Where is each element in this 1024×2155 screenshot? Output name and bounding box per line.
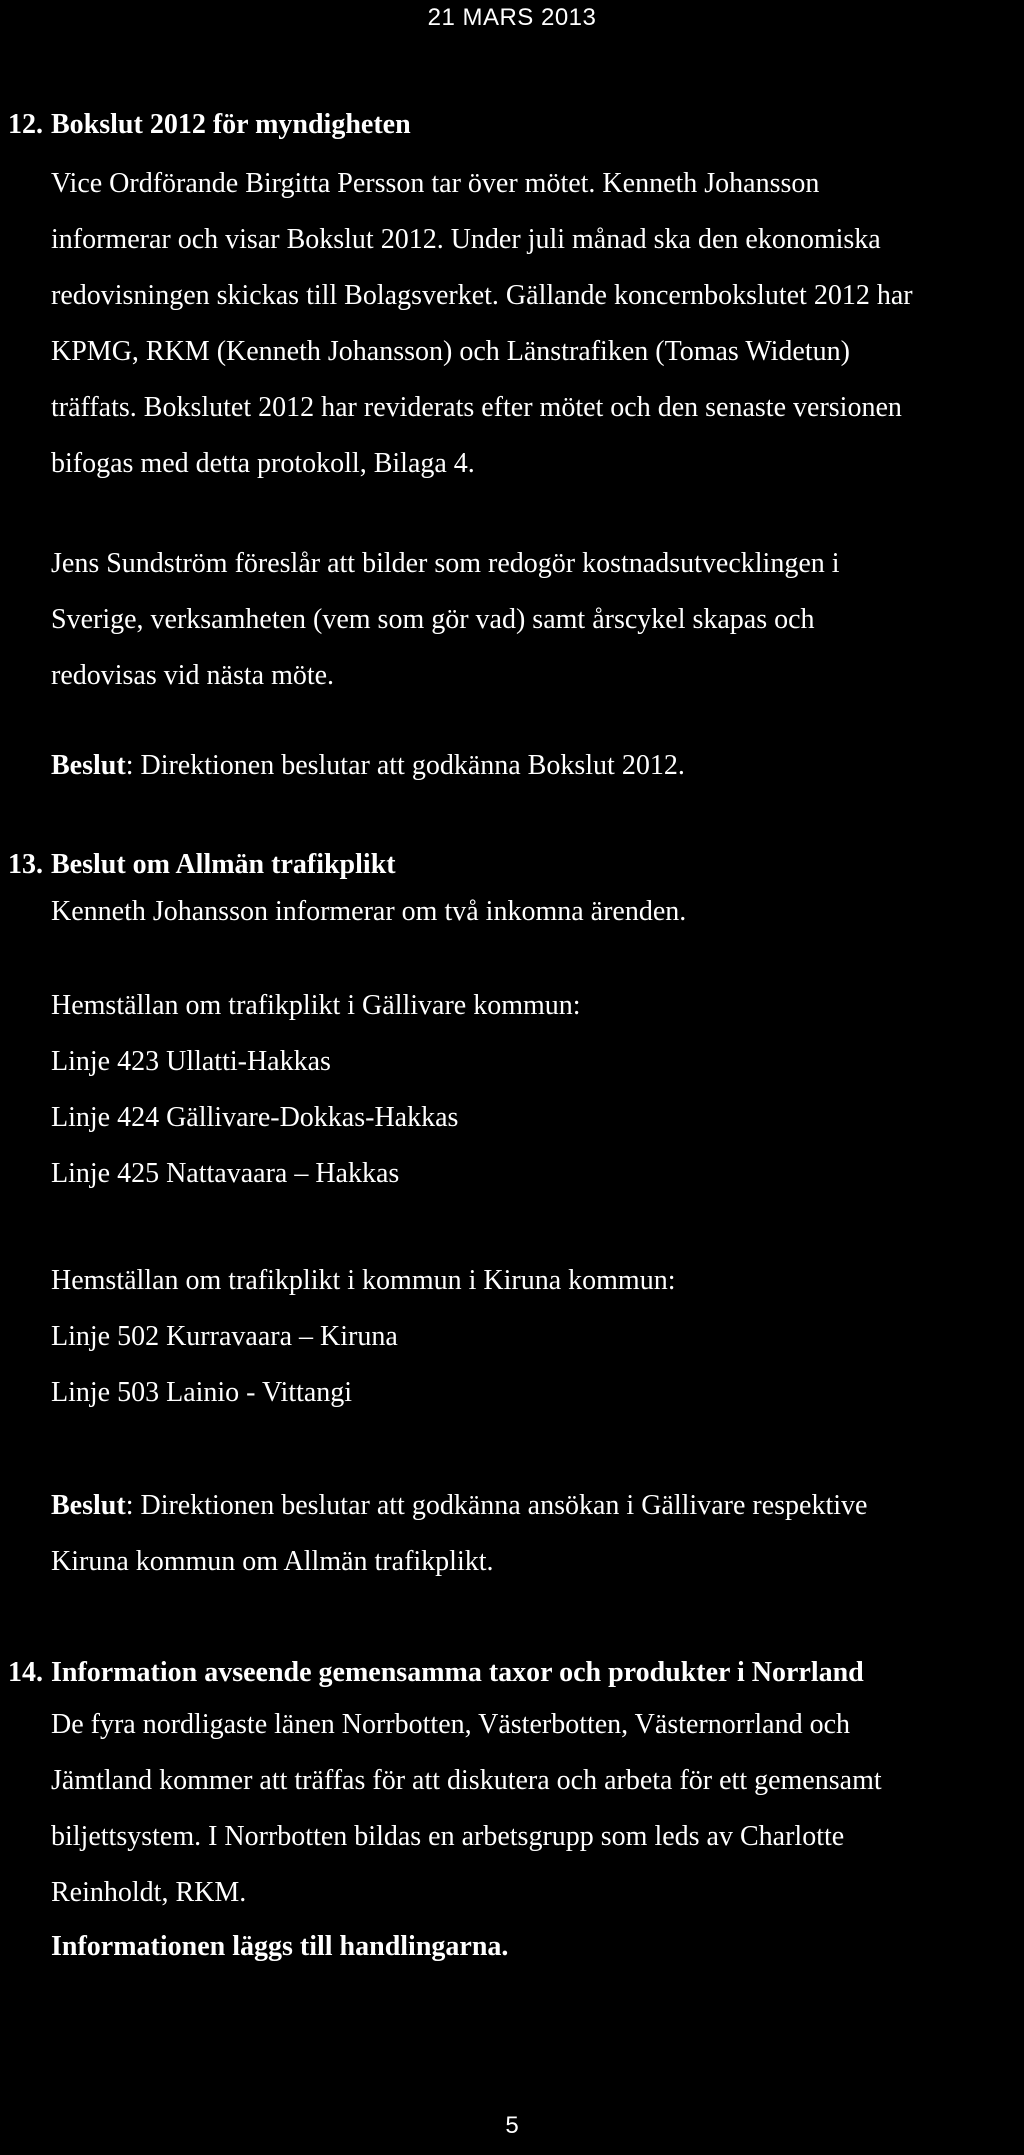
section-12-heading — [8, 105, 411, 145]
text-line: Jämtland kommer att träffas för att diskutera och arbeta för ett gemensamt — [51, 1765, 882, 1796]
page-date: 21 MARS 2013 — [427, 4, 597, 31]
text-line: träffats. Bokslutet 2012 har reviderats efter mötet och den senaste versionen — [51, 392, 902, 423]
text-line: bifogas med detta protokoll, Bilaga 4. — [51, 448, 475, 479]
section-13-gallivare-block — [51, 978, 1024, 1202]
text-line: Reinholdt, RKM. — [51, 1877, 247, 1908]
decision-text: : Direktionen beslutar att godkänna Bokslut 2012. — [125, 750, 685, 781]
section-13-kiruna-block — [51, 1253, 1024, 1421]
section-number: 12. — [8, 109, 43, 140]
section-12-decision — [51, 738, 1024, 794]
decision-label: Beslut — [51, 1490, 126, 1521]
section-14-heading — [8, 1653, 864, 1693]
section-12-paragraph-1 — [51, 156, 1024, 492]
conclusion-line: Informationen läggs till handlingarna. — [51, 1931, 509, 1962]
section-13-heading — [8, 845, 396, 885]
section-title: Information avseende gemensamma taxor och produkter i Norrland — [51, 1657, 864, 1688]
text-line: biljettsystem. I Norrbotten bildas en arbetsgrupp som leds av Charlotte — [51, 1821, 845, 1852]
decision-line — [51, 738, 1024, 794]
text-line: Vice Ordförande Birgitta Persson tar över mötet. Kenneth Johansson — [51, 168, 820, 199]
text-line: KPMG, RKM (Kenneth Johansson) och Länstrafiken (Tomas Widetun) — [51, 336, 850, 367]
text-line: redovisas vid nästa möte. — [51, 660, 335, 691]
section-title: Beslut om Allmän trafikplikt — [51, 849, 396, 880]
section-12-paragraph-2 — [51, 536, 1024, 704]
decision-text: : Direktionen beslutar att godkänna ansökan i Gällivare respektive — [125, 1490, 868, 1521]
decision-line: Kiruna kommun om Allmän trafikplikt. — [51, 1546, 494, 1577]
section-13-intro — [51, 884, 1024, 940]
text-line: Hemställan om trafikplikt i kommun i Kiruna kommun: — [51, 1265, 676, 1296]
decision-label: Beslut — [51, 750, 126, 781]
section-number: 13. — [8, 849, 43, 880]
section-13-decision — [51, 1478, 1024, 1590]
text-line: redovisningen skickas till Bolagsverket. Gällande koncernbokslutet 2012 har — [51, 280, 913, 311]
text-line: Sverige, verksamheten (vem som gör vad) samt årscykel skapas och — [51, 604, 815, 635]
route-line: Linje 502 Kurravaara – Kiruna — [51, 1321, 398, 1352]
section-number: 14. — [8, 1657, 43, 1688]
text-line: De fyra nordligaste länen Norrbotten, Västerbotten, Västernorrland och — [51, 1709, 851, 1740]
section-14-conclusion — [51, 1919, 1024, 1975]
page-number: 5 — [505, 2112, 519, 2139]
route-line: Linje 503 Lainio - Vittangi — [51, 1377, 353, 1408]
text-line: Kenneth Johansson informerar om två inkomna ärenden. — [51, 896, 687, 927]
route-line: Linje 424 Gällivare-Dokkas-Hakkas — [51, 1102, 459, 1133]
decision-line — [51, 1478, 1024, 1534]
text-line: Jens Sundström föreslår att bilder som redogör kostnadsutvecklingen i — [51, 548, 840, 579]
section-14-paragraph — [51, 1697, 1024, 1921]
route-line: Linje 425 Nattavaara – Hakkas — [51, 1158, 400, 1189]
text-line: Hemställan om trafikplikt i Gällivare kommun: — [51, 990, 581, 1021]
route-line: Linje 423 Ullatti-Hakkas — [51, 1046, 331, 1077]
text-line: informerar och visar Bokslut 2012. Under juli månad ska den ekonomiska — [51, 224, 881, 255]
section-title: Bokslut 2012 för myndigheten — [51, 109, 411, 140]
